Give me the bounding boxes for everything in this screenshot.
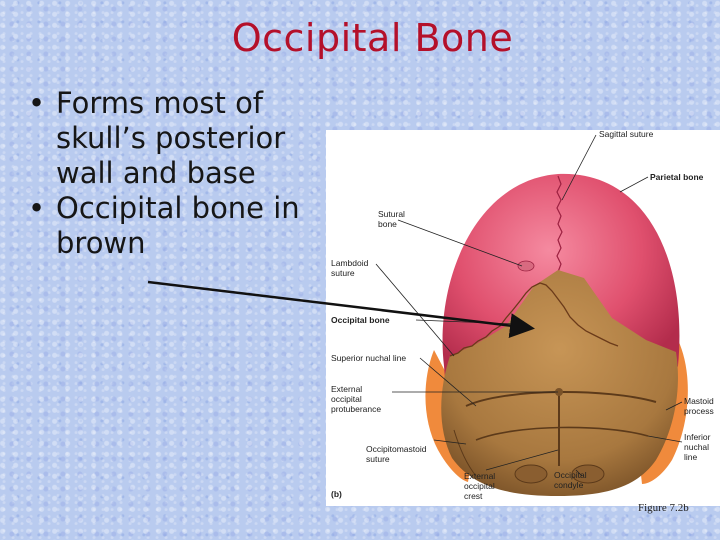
bullet-marker: • [28, 86, 46, 120]
label-condyle-2: condyle [554, 480, 584, 490]
label-crest-1: External [464, 471, 496, 481]
label-inferior-nuchal-line-1: Inferior [684, 432, 711, 442]
bullet-item [28, 191, 328, 261]
slide-title: Occipital Bone [231, 16, 514, 60]
skull-figure-panel [326, 130, 720, 506]
bullet-text: Occipital bone in brown [56, 191, 300, 260]
label-mastoid-process-1: Mastoid [684, 396, 714, 406]
label-protuberance-2: occipital [331, 394, 362, 404]
label-protuberance-3: protuberance [331, 404, 382, 414]
label-occipital-bone: Occipital bone [331, 315, 390, 325]
label-inferior-nuchal-line-3: line [684, 452, 698, 462]
bullet-text: Forms most of skull’s posterior wall and base [56, 86, 286, 190]
sutural-bone-shape [518, 261, 534, 271]
bullet-item [28, 86, 328, 191]
label-lambdoid-suture-2: suture [331, 268, 355, 278]
bullet-list [28, 86, 328, 261]
panel-letter: (b) [331, 489, 342, 499]
label-protuberance-1: External [331, 384, 363, 394]
label-crest-2: occipital [464, 481, 495, 491]
label-occipitomastoid-2: suture [366, 454, 390, 464]
label-mastoid-process-2: process [684, 406, 714, 416]
bullet-marker: • [28, 191, 46, 225]
label-crest-3: crest [464, 491, 483, 501]
skull-illustration [326, 130, 720, 506]
figure-caption: Figure 7.2b [638, 502, 689, 514]
label-sagittal-suture: Sagittal suture [599, 130, 654, 139]
label-inferior-nuchal-line-2: nuchal [684, 442, 710, 452]
label-sutural-bone-1: Sutural [378, 209, 405, 219]
label-occipitomastoid-1: Occipitomastoid [366, 444, 427, 454]
label-condyle-1: Occipital [554, 470, 587, 480]
label-superior-nuchal-line: Superior nuchal line [331, 353, 407, 363]
label-parietal-bone: Parietal bone [650, 172, 704, 182]
label-lambdoid-suture-1: Lambdoid [331, 258, 369, 268]
occipital-condyle-left [515, 465, 547, 483]
label-sutural-bone-2: bone [378, 219, 397, 229]
